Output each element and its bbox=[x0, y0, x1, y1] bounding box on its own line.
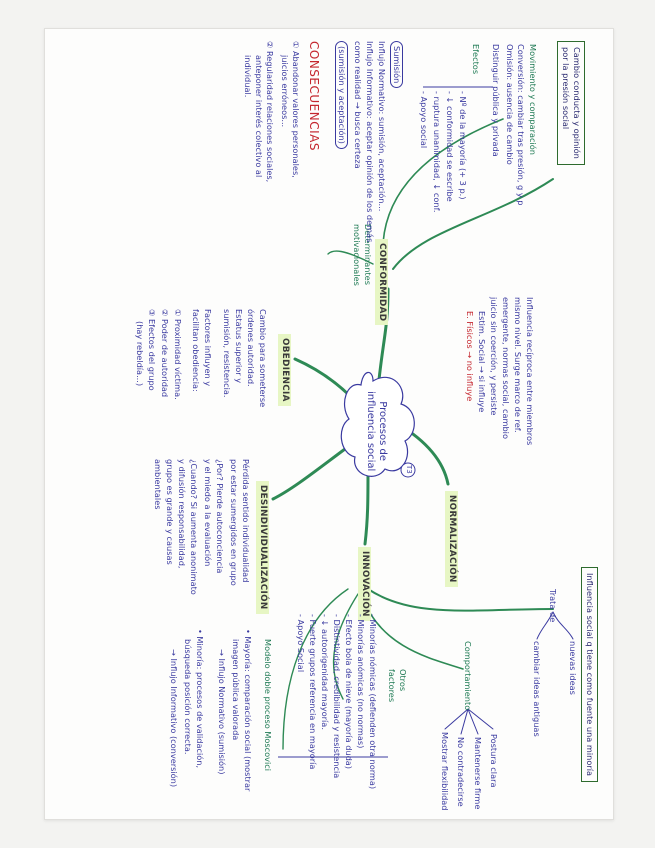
norm-5: Estim. Social → si influye bbox=[477, 311, 487, 413]
desind-1: Pérdida sentido individualidad bbox=[241, 459, 251, 583]
efecto-2: - ↓ conformidad se escribe bbox=[445, 91, 455, 202]
consecuencia-2a: ② Regularidad relaciones sociales, bbox=[265, 41, 275, 183]
determinantes-1: Determinantes bbox=[363, 224, 373, 285]
link-center-desind bbox=[273, 449, 345, 499]
consecuencias-title: CONSECUENCIAS bbox=[307, 41, 321, 151]
sumision-aceptacion-pill: (sumisión y aceptación) bbox=[335, 41, 348, 149]
influjo-2: Influjo Informativo: aceptar opinión de los demás bbox=[365, 41, 375, 243]
obed-num-2: ② Poder de autoridad bbox=[160, 309, 170, 398]
norm-6: E. Físicos → no influye bbox=[465, 311, 475, 402]
desind-6: y difusión responsabilidad, bbox=[177, 459, 187, 569]
link-center-innovacion bbox=[365, 469, 368, 544]
center-title bbox=[364, 391, 388, 471]
trata-1: nuevas ideas bbox=[568, 641, 578, 695]
paper-sheet bbox=[44, 28, 614, 820]
otros-1: - Minorías nómicas (defienden otra norma) bbox=[368, 614, 378, 790]
obed-1: Cambio para someterse bbox=[258, 309, 268, 408]
moscovici-2: imagen pública valorada bbox=[231, 639, 241, 741]
conf-box-line1: Cambio conducta y opinión bbox=[572, 47, 582, 159]
influjo-1: Influjo Normativo: sumisión, aceptación... bbox=[377, 41, 387, 212]
desind-5: ¿Cuando? Si aumenta anonimato bbox=[189, 459, 199, 595]
center-line1: Procesos de bbox=[377, 401, 388, 462]
conf-mov-3: Omisión: ausencia de cambio bbox=[505, 44, 515, 165]
obed-3: Estatus superior y bbox=[234, 309, 244, 384]
conf-mov-4: Distinguir pública y privada bbox=[491, 44, 501, 157]
comp-1: Postura clara bbox=[489, 734, 499, 788]
otros-7: - Apoyo Social bbox=[296, 614, 306, 673]
node-desindividualizacion: DESINDIVIDUALIZACIÓN bbox=[256, 481, 269, 614]
consecuencia-1b: juicios erróneos... bbox=[280, 55, 290, 128]
trata-label: Trata de bbox=[548, 589, 558, 623]
moscovici-3: → Influjo Normativo (sumisión) bbox=[217, 649, 227, 775]
mind-map bbox=[45, 29, 613, 819]
conf-mov-2: Conversión: cambiar tras presión, g y p bbox=[516, 44, 526, 206]
conformidad-definition-box bbox=[557, 41, 585, 165]
comp-2: Mantenerse firme bbox=[473, 737, 483, 810]
moscovici-5: búsqueda posición correcta. bbox=[183, 639, 193, 755]
otros-2: - Minorías anómicas (no normas) bbox=[356, 614, 366, 749]
consecuencia-2c: individual. bbox=[243, 55, 253, 98]
obed-4: sumisión, resistencia. bbox=[222, 309, 232, 398]
innovacion-definition-box: Influencia social q tiene como fuente una minoría bbox=[581, 567, 598, 782]
desind-4: y el miedo a la evaluación bbox=[203, 459, 213, 567]
obed-factores-1: Factores influyen y bbox=[203, 309, 213, 387]
link-conf-efectos bbox=[383, 119, 503, 259]
otros-title-1: Otros bbox=[398, 669, 408, 692]
obed-2: órdenes autoridad. bbox=[246, 309, 256, 387]
link-center-obediencia bbox=[295, 359, 351, 397]
comp-4: Mostrar flexibilidad bbox=[440, 732, 450, 811]
efecto-1: - Nº de la mayoría (+ 3 p.) bbox=[458, 91, 468, 200]
node-obediencia: OBEDIENCIA bbox=[278, 334, 291, 406]
comp-3: No contradecirse bbox=[456, 737, 466, 807]
norm-4: juicio sin coerción, y persiste bbox=[489, 297, 499, 416]
t3-tag: T3 bbox=[405, 465, 413, 474]
influjo-3: como realidad → busca certeza bbox=[353, 41, 363, 169]
obed-num-1: ① Proximidad víctima. bbox=[173, 309, 183, 400]
obed-num-3: ③ Efectos del grupo bbox=[147, 309, 157, 391]
link-comp-list bbox=[445, 709, 493, 734]
norm-3: emergente, normas social, cambio bbox=[501, 297, 511, 439]
obed-num-4: (hay rebeldía...) bbox=[135, 321, 145, 387]
node-innovacion: INNOVACIÓN bbox=[358, 547, 371, 621]
conf-box-line2: por la presión social bbox=[561, 47, 571, 130]
link-conf-box bbox=[393, 179, 553, 269]
moscovici-title: Modelo doble proceso Moscovici bbox=[263, 639, 273, 772]
conf-mov-1: Movimiento y comparación bbox=[528, 44, 538, 155]
consecuencia-1a: ① Abandonar valores personales, bbox=[291, 41, 301, 178]
node-conformidad: CONFORMIDAD bbox=[375, 239, 388, 325]
desind-3: ¿Por? Pierde autoconciencia bbox=[215, 459, 225, 574]
desind-7: grupo es grande y causas bbox=[165, 459, 175, 565]
moscovici-6: → Influjo Informativo (conversión) bbox=[169, 649, 179, 788]
efecto-4: - Apoyo social bbox=[419, 91, 429, 149]
obed-factores-2: facilitan obediencia: bbox=[191, 309, 201, 392]
moscovici-1: • Mayoría: comparación social (mostrar bbox=[243, 629, 253, 792]
otros-4: - Distintividad, credibilidad y resistencia bbox=[332, 614, 342, 779]
otros-3: - Efecto bola de nieve (mayoría duda) bbox=[344, 614, 354, 769]
otros-6: - Fuerte grupos referencia en mayoría bbox=[308, 614, 318, 770]
node-normalizacion: NORMALIZACIÓN bbox=[445, 491, 458, 587]
moscovici-4: • Minoría: procesos de validación, bbox=[195, 629, 205, 769]
consecuencia-2b: anteponer interés colectivo al bbox=[254, 55, 264, 178]
center-line2: influencia social bbox=[365, 391, 376, 472]
determinantes-2: motivacionales bbox=[352, 224, 362, 286]
link-innov-box bbox=[368, 589, 553, 611]
otros-title-2: factores bbox=[387, 669, 397, 703]
otros-5: - ↓ autoorigenidad mayoría. bbox=[320, 614, 330, 730]
desind-2: por estar sumergidos en grupo bbox=[229, 459, 239, 586]
efecto-3: - ruptura unanimidad, ↓ conf. bbox=[432, 91, 442, 213]
efectos-title: Efectos bbox=[471, 44, 481, 75]
comportamiento-label: Comportamiento bbox=[463, 641, 473, 711]
norm-2: mismo nivel. Surge marco de ref. bbox=[513, 297, 523, 433]
norm-1: Influencia recíproca entre miembros bbox=[525, 297, 535, 446]
sumision-pill: Sumisión bbox=[390, 41, 403, 88]
trata-2: cambiar ideas antiguas bbox=[532, 641, 542, 737]
desind-8: ambientales bbox=[153, 459, 163, 510]
